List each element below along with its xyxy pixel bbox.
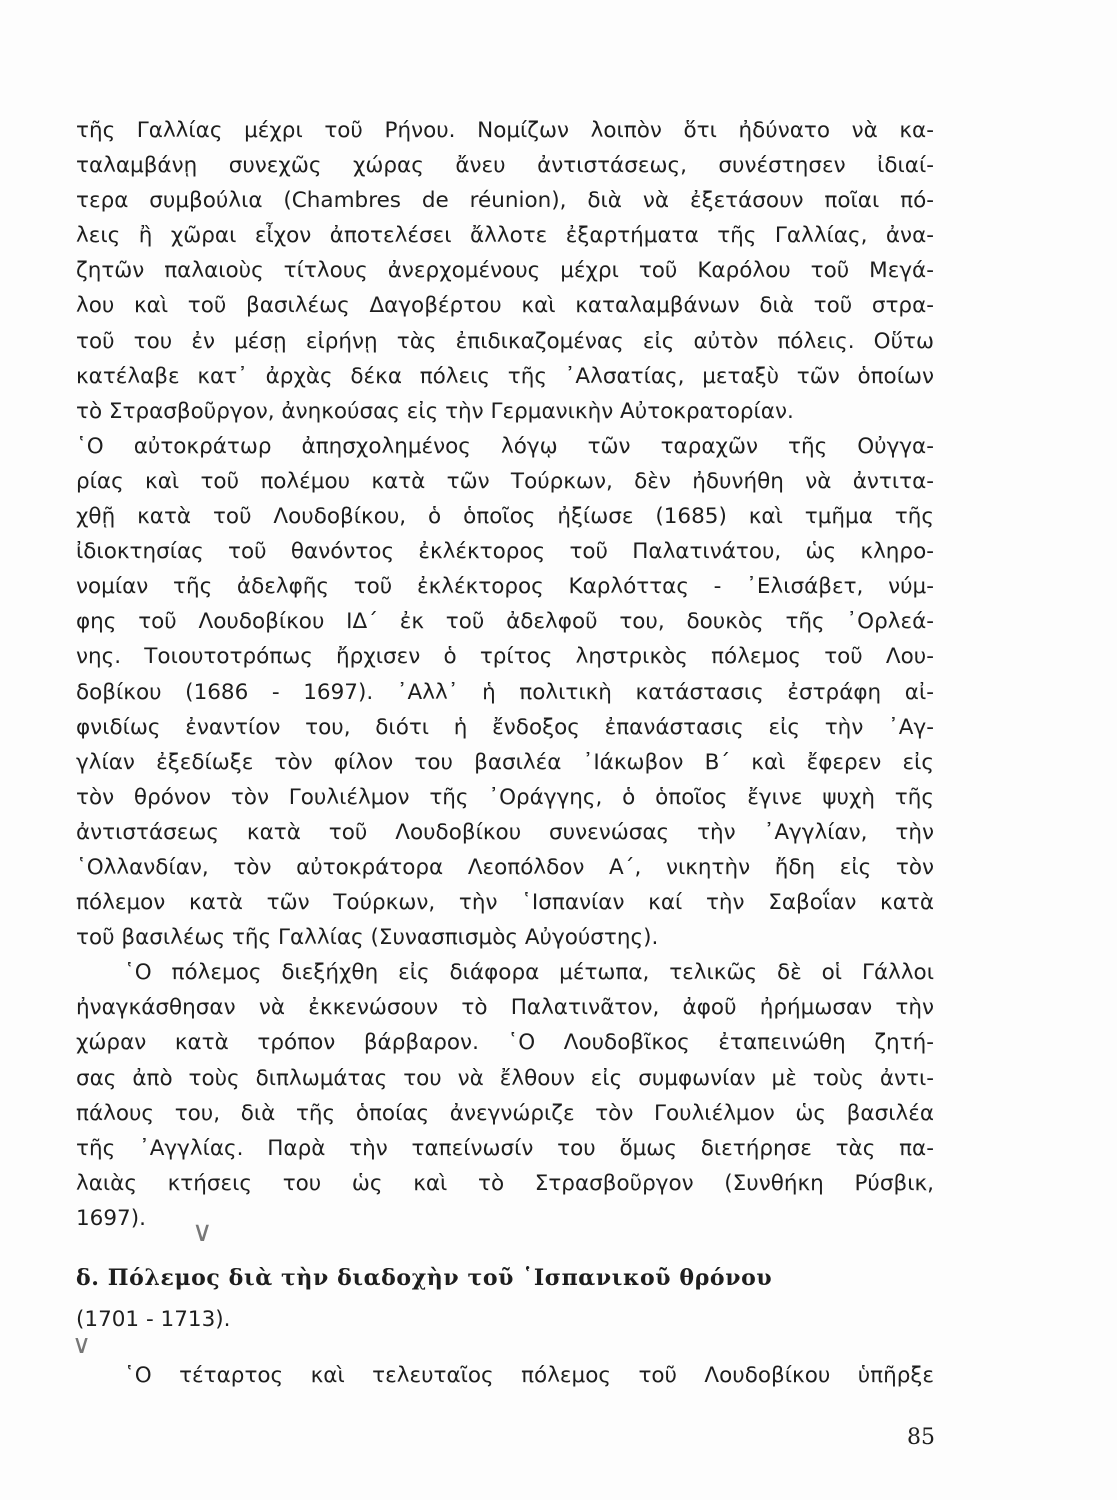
page-number: 85 [907, 1425, 935, 1450]
text-line: χώραν κατὰ τρόπον βάρβαρον. ῾Ο Λουδοβῖκος ἐταπεινώθη ζητή- [76, 1030, 934, 1056]
text-line: χθῇ κατὰ τοῦ Λουδοβίκου, ὁ ὁποῖος ἠξίωσε (1685) καὶ τμῆμα τῆς [76, 504, 934, 530]
text-line: λεις ἢ χῶραι εἶχον ἀποτελέσει ἄλλοτε ἐξαρτήματα τῆς Γαλλίας, ἀνα- [76, 223, 934, 249]
text-line: ζητῶν παλαιοὺς τίτλους ἀνερχομένους μέχρι τοῦ Καρόλου τοῦ Μεγά- [76, 258, 934, 284]
section-heading-dates: (1701 - 1713). [76, 1307, 231, 1332]
text-line: τοῦ βασιλέως τῆς Γαλλίας (Συνασπισμὸς Αὐγούστης). [76, 925, 659, 951]
text-line: τῆς Γαλλίας μέχρι τοῦ Ρήνου. Νομίζων λοιπὸν ὅτι ἠδύνατο νὰ κα- [76, 118, 934, 143]
text-line: ρίας καὶ τοῦ πολέμου κατὰ τῶν Τούρκων, δὲν ἠδυνήθη νὰ ἀντιτα- [76, 468, 934, 494]
section-heading: δ. Πόλεμος διὰ τὴν διαδοχὴν τοῦ ῾Ισπανικοῦ θρόνου [76, 1265, 773, 1291]
text-line: σας ἀπὸ τοὺς διπλωμάτας του νὰ ἔλθουν εἰς συμφωνίαν μὲ τοὺς ἀντι- [76, 1065, 934, 1091]
text-line: φνιδίως ἐναντίον του, διότι ἡ ἔνδοξος ἐπανάστασις εἰς τὴν ᾿Αγ- [76, 714, 934, 740]
text-line: ῾Ο αὐτοκράτωρ ἀπησχολημένος λόγῳ τῶν ταραχῶν τῆς Οὐγγα- [76, 433, 934, 459]
text-line: ῾Ο τέταρτος καὶ τελευταῖος πόλεμος τοῦ Λουδοβίκου ὑπῆρξε [124, 1363, 934, 1388]
text-line: δοβίκου (1686 - 1697). ᾿Αλλ᾿ ἡ πολιτικὴ κατάστασις ἐστράφη αἰ- [76, 679, 934, 705]
text-line: λου καὶ τοῦ βασιλέως Δαγοβέρτου καὶ καταλαμβάνων διὰ τοῦ στρα- [76, 293, 934, 319]
text-line: τῆς ᾿Αγγλίας. Παρὰ τὴν ταπείνωσίν του ὅμως διετήρησε τὰς πα- [76, 1135, 934, 1161]
final-paragraph [76, 1358, 934, 1393]
pencil-check-mark-icon: ∨ [72, 1330, 92, 1360]
text-line: ῾Ο πόλεμος διεξήχθη εἰς διάφορα μέτωπα, τελικῶς δὲ οἱ Γάλλοι [124, 960, 934, 986]
text-line: ἰδιοκτησίας τοῦ θανόντος ἐκλέκτορος τοῦ Παλατινάτου, ὡς κληρο- [76, 539, 934, 565]
text-line: ῾Ολλανδίαν, τὸν αὐτοκράτορα Λεοπόλδον Α΄, νικητὴν ἤδη εἰς τὸν [76, 854, 934, 880]
body-text [76, 113, 934, 1236]
text-line: ταλαμβάνῃ συνεχῶς χώρας ἄνευ ἀντιστάσεως, συνέστησεν ἰδιαί- [76, 153, 934, 179]
text-line: γλίαν ἐξεδίωξε τὸν φίλον του βασιλέα ᾿Ιάκωβον Β΄ καὶ ἔφερεν εἰς [76, 749, 934, 775]
text-line: 1697). [76, 1205, 146, 1231]
text-line: λαιὰς κτήσεις του ὡς καὶ τὸ Στρασβοῦργον (Συνθήκη Ρύσβικ, [76, 1170, 934, 1196]
text-line: νομίαν τῆς ἀδελφῆς τοῦ ἐκλέκτορος Καρλόττας - ᾿Ελισάβετ, νύμ- [76, 574, 934, 600]
text-line: πόλεμον κατὰ τῶν Τούρκων, τὴν ῾Ισπανίαν καί τὴν Σαβοΐαν κατὰ [76, 890, 934, 916]
text-line: τοῦ του ἐν μέσῃ εἰρήνῃ τὰς ἐπιδικαζομένας εἰς αὐτὸν πόλεις. Οὕτω [76, 328, 934, 354]
text-line: νης. Τοιουτοτρόπως ἤρχισεν ὁ τρίτος ληστρικὸς πόλεμος τοῦ Λου- [76, 644, 934, 670]
pencil-check-mark-icon: ∨ [192, 1215, 213, 1248]
text-line: ἠναγκάσθησαν νὰ ἐκκενώσουν τὸ Παλατινᾶτον, ἀφοῦ ἠρήμωσαν τὴν [76, 995, 934, 1021]
text-line: ἀντιστάσεως κατὰ τοῦ Λουδοβίκου συνενώσας τὴν ᾿Αγγλίαν, τὴν [76, 819, 934, 845]
text-line: πάλους του, διὰ τῆς ὁποίας ἀνεγνώριζε τὸν Γουλιέλμον ὡς βασιλέα [76, 1100, 934, 1126]
text-line: φης τοῦ Λουδοβίκου ΙΔ΄ ἐκ τοῦ ἀδελφοῦ του, δουκὸς τῆς ᾿Ορλεά- [76, 609, 934, 635]
text-line: τερα συμβούλια (Chambres de réunion), διὰ νὰ ἐξετάσουν ποῖαι πό- [76, 188, 934, 214]
text-line: τὸ Στρασβοῦργον, ἀνηκούσας εἰς τὴν Γερμανικὴν Αὐτοκρατορίαν. [76, 398, 794, 424]
text-line: τὸν θρόνον τὸν Γουλιέλμον τῆς ᾿Οράγγης, ὁ ὁποῖος ἔγινε ψυχὴ τῆς [76, 784, 934, 810]
text-line: κατέλαβε κατ᾿ ἀρχὰς δέκα πόλεις τῆς ᾿Αλσατίας, μεταξὺ τῶν ὁποίων [76, 363, 934, 389]
